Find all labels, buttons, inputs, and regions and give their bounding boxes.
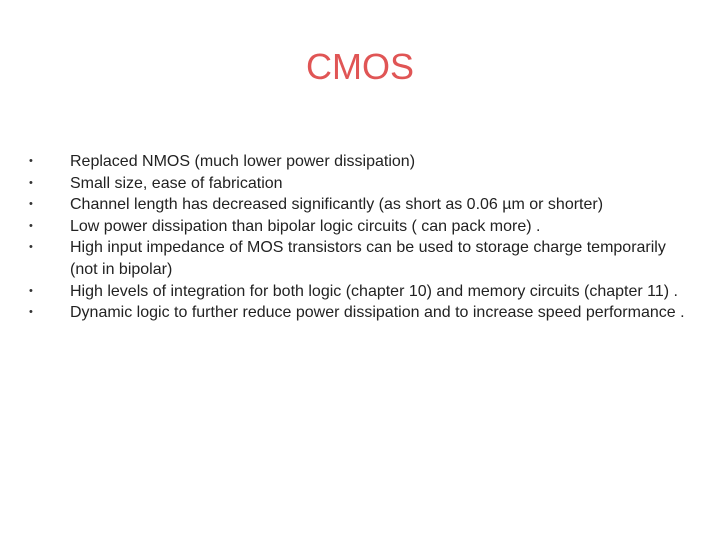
bullet-item bbox=[26, 194, 696, 216]
bullet-item bbox=[26, 302, 696, 324]
bullet-text: High levels of integration for both logic (chapter 10) and memory circuits (chapter 11) . bbox=[70, 282, 678, 300]
bullet-text: Small size, ease of fabrication bbox=[70, 174, 283, 192]
bullet-icon: • bbox=[29, 198, 33, 211]
bullet-list bbox=[26, 151, 696, 324]
slide-title: CMOS bbox=[306, 46, 414, 87]
bullet-icon: • bbox=[29, 241, 33, 254]
bullet-icon: • bbox=[29, 155, 33, 167]
bullet-item bbox=[26, 216, 696, 238]
bullet-text: High input impedance of MOS transistors can be used to storage charge temporarily (not in bipolar) bbox=[70, 239, 666, 278]
bullet-text: Low power dissipation than bipolar logic circuits ( can pack more) . bbox=[70, 217, 541, 235]
bullet-text: Channel length has decreased significantly (as short as 0.06 µm or shorter) bbox=[70, 196, 604, 214]
bullet-icon: • bbox=[29, 219, 33, 232]
bullet-text: Replaced NMOS (much lower power dissipation) bbox=[70, 153, 416, 170]
bullet-item bbox=[26, 281, 696, 303]
bullet-text: Dynamic logic to further reduce power dissipation and to increase speed performance . bbox=[70, 304, 685, 322]
bullet-item bbox=[26, 151, 696, 173]
bullet-item bbox=[26, 173, 696, 195]
bullet-icon: • bbox=[29, 284, 33, 297]
bullet-item bbox=[26, 237, 696, 280]
bullet-icon: • bbox=[29, 306, 33, 319]
bullet-icon: • bbox=[29, 176, 33, 189]
